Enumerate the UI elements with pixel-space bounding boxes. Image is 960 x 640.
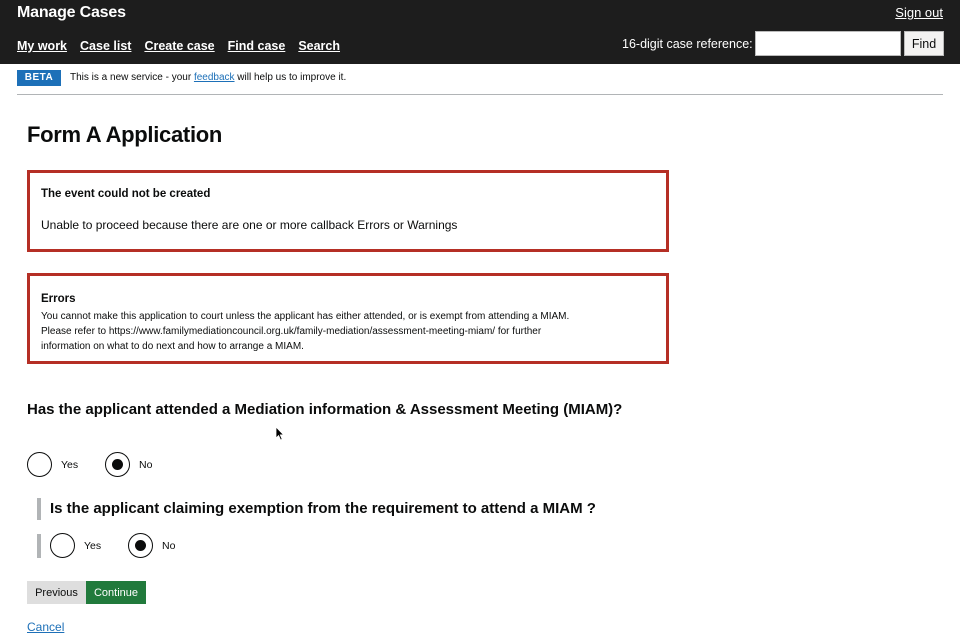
primary-nav [17, 39, 340, 53]
case-reference-label: 16-digit case reference: [622, 37, 753, 51]
miam-exemption-no-option[interactable] [128, 533, 175, 558]
beta-tag: BETA [17, 70, 61, 86]
miam-exemption-no-radio[interactable] [128, 533, 153, 558]
error-summary-body: Unable to proceed because there are one or more callback Errors or Warnings [41, 218, 458, 232]
nav-case-list[interactable]: Case list [80, 39, 132, 53]
miam-attended-yes-label[interactable]: Yes [61, 458, 79, 471]
nav-find-case[interactable]: Find case [227, 39, 286, 53]
find-button[interactable]: Find [904, 31, 944, 56]
miam-attended-no-label[interactable]: No [139, 458, 153, 471]
sign-out-link[interactable]: Sign out [895, 5, 943, 20]
nav-my-work[interactable]: My work [17, 39, 68, 53]
beta-text-after: will help us to improve it. [234, 72, 347, 83]
error-line: You cannot make this application to court unless the applicant has either attended, or is exempt from attending a MIAM. [41, 311, 570, 322]
callback-errors-list [41, 309, 641, 354]
miam-attended-yes-option[interactable] [27, 452, 78, 477]
nav-create-case[interactable]: Create case [144, 39, 215, 53]
feedback-link[interactable]: feedback [193, 72, 235, 83]
conditional-indent-bar [37, 498, 41, 520]
conditional-indent-bar [37, 534, 41, 558]
miam-attended-yes-radio[interactable] [27, 452, 52, 477]
previous-button[interactable]: Previous [27, 581, 86, 604]
beta-text [70, 72, 346, 83]
miam-exemption-yes-radio[interactable] [50, 533, 75, 558]
beta-text-before: This is a new service - your [70, 72, 194, 83]
error-line: Please refer to https://www.familymediationcouncil.org.uk/family-mediation/assessment-meeting-miam/ for further [41, 326, 542, 337]
site-header [0, 0, 960, 64]
cancel-link[interactable]: Cancel [27, 620, 65, 634]
beta-banner [17, 70, 943, 95]
error-summary-heading: The event could not be created [41, 188, 211, 200]
miam-exemption-yes-option[interactable] [50, 533, 101, 558]
miam-exemption-yes-label[interactable]: Yes [84, 539, 102, 552]
continue-button[interactable]: Continue [86, 581, 146, 604]
app-title: Manage Cases [17, 4, 126, 21]
error-summary [27, 170, 669, 252]
mouse-pointer-icon [275, 426, 285, 441]
page-title: Form A Application [27, 122, 223, 147]
miam-exemption-question: Is the applicant claiming exemption from the requirement to attend a MIAM ? [50, 500, 596, 517]
miam-attended-no-option[interactable] [105, 452, 152, 477]
error-line: information on what to do next and how to arrange a MIAM. [41, 341, 304, 352]
case-reference-input[interactable] [755, 31, 901, 56]
miam-attended-question: Has the applicant attended a Mediation information & Assessment Meeting (MIAM)? [27, 401, 623, 418]
miam-exemption-no-label[interactable]: No [162, 539, 176, 552]
nav-search[interactable]: Search [298, 39, 341, 53]
miam-attended-no-radio[interactable] [105, 452, 130, 477]
callback-errors [27, 273, 669, 364]
callback-errors-heading: Errors [41, 293, 76, 305]
